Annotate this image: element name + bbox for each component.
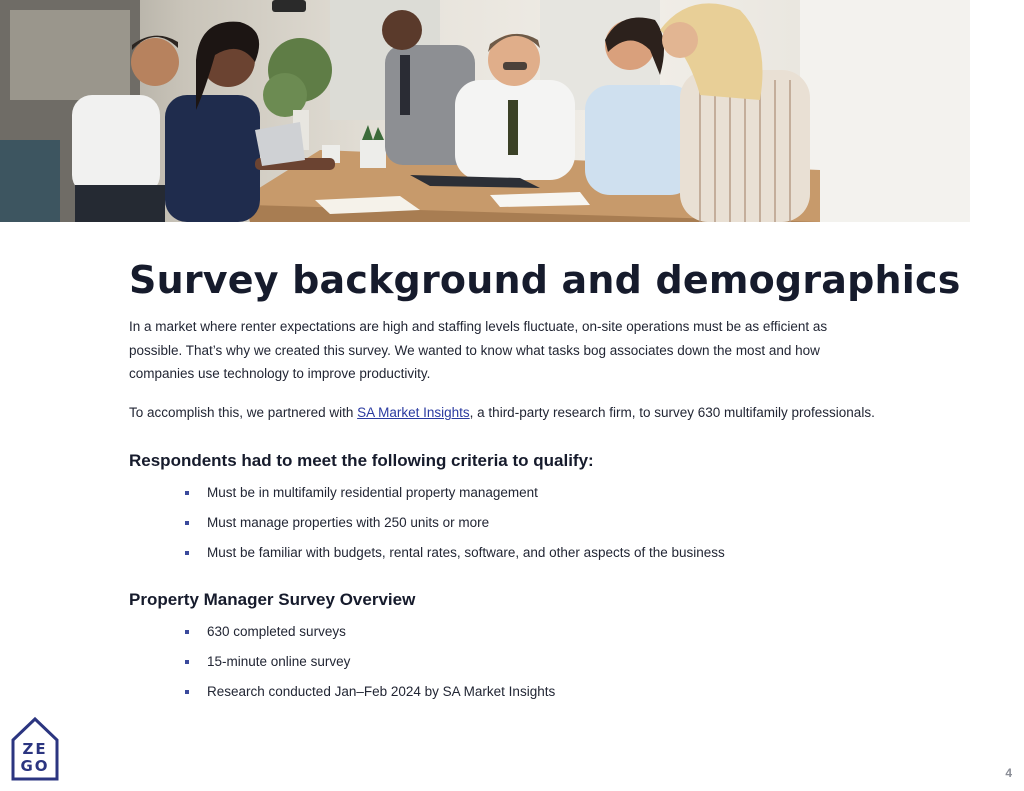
meeting-illustration bbox=[0, 0, 1024, 222]
list-item: 630 completed surveys bbox=[185, 622, 555, 652]
page-number: 4 bbox=[1005, 766, 1012, 780]
criteria-heading: Respondents had to meet the following criteria to qualify: bbox=[129, 451, 594, 470]
criteria-list bbox=[185, 483, 725, 573]
bullet-icon bbox=[185, 660, 189, 664]
overview-heading: Property Manager Survey Overview bbox=[129, 590, 416, 609]
list-item: Must manage properties with 250 units or more bbox=[185, 513, 725, 543]
page-title: Survey background and demographics bbox=[129, 258, 961, 302]
list-item: Research conducted Jan–Feb 2024 by SA Market Insights bbox=[185, 682, 555, 712]
list-item: Must be in multifamily residential property management bbox=[185, 483, 725, 513]
bullet-icon bbox=[185, 521, 189, 525]
partner-text-after: , a third-party research firm, to survey 630 multifamily professionals. bbox=[469, 405, 875, 420]
zego-logo bbox=[10, 716, 60, 782]
partner-text-before: To accomplish this, we partnered with bbox=[129, 405, 358, 420]
logo-text-line2: GO bbox=[20, 757, 50, 775]
logo-text-line1: ZE bbox=[22, 740, 48, 758]
sa-market-insights-link[interactable]: SA Market Insights bbox=[357, 405, 470, 420]
bullet-icon bbox=[185, 491, 189, 495]
intro-paragraph: In a market where renter expectations are high and staffing levels fluctuate, on-site operations must be as efficient as possible. That’s why we created this survey. We wanted to know what tasks bog associates down the most and how companies use technology to improve productivity. bbox=[129, 319, 828, 381]
bullet-icon bbox=[185, 551, 189, 555]
partner-paragraph bbox=[129, 401, 919, 424]
bullet-icon bbox=[185, 690, 189, 694]
list-item: Must be familiar with budgets, rental rates, software, and other aspects of the business bbox=[185, 543, 725, 573]
hero-photo bbox=[0, 0, 1024, 222]
overview-list bbox=[185, 622, 555, 712]
bullet-icon bbox=[185, 630, 189, 634]
list-item: 15-minute online survey bbox=[185, 652, 555, 682]
